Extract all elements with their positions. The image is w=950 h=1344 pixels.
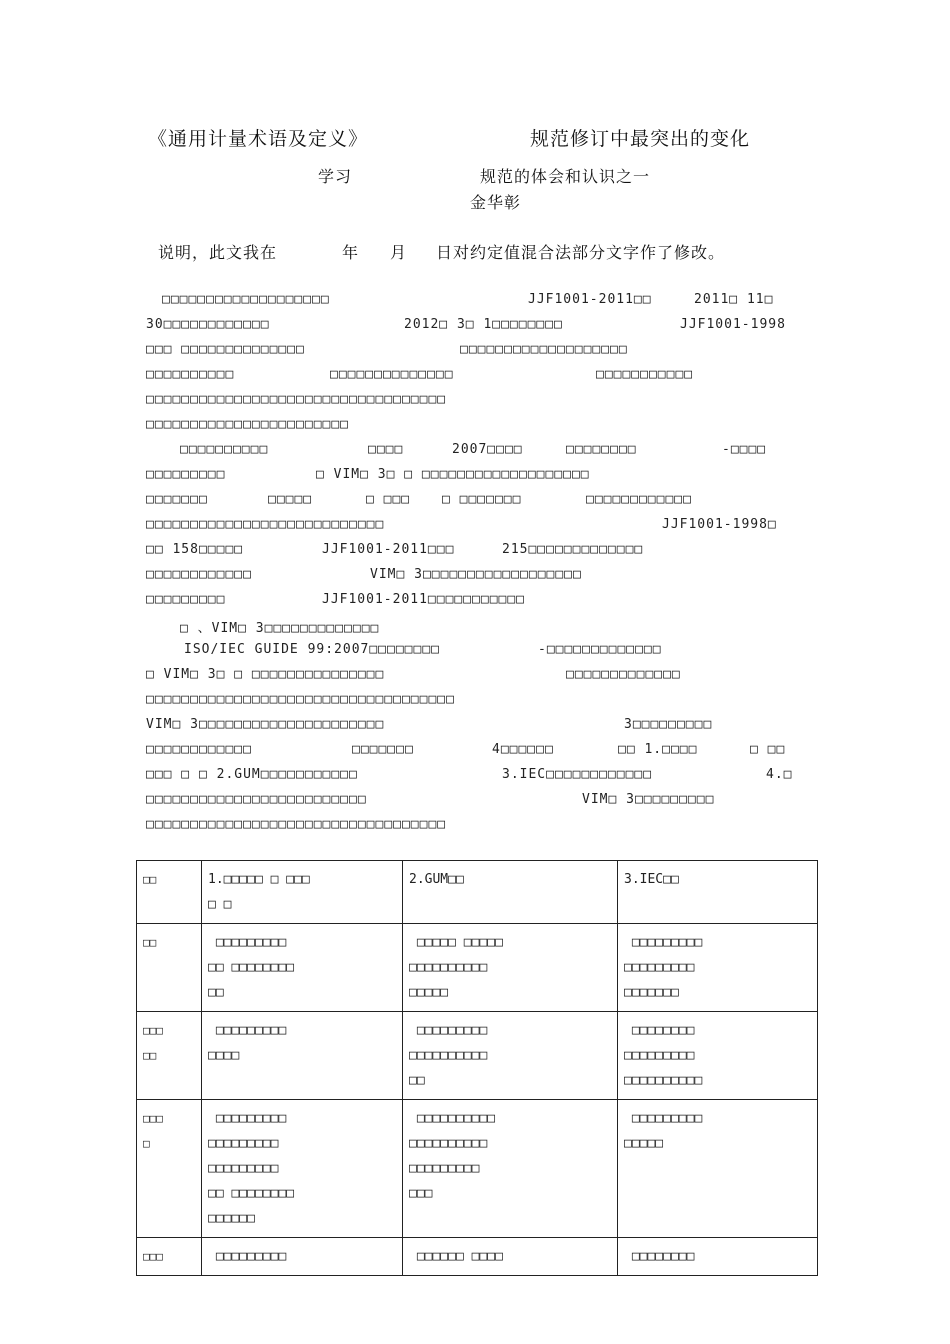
body-segment: 30□□□□□□□□□□□□ xyxy=(146,317,270,332)
cell-text: □□□□□□□□□ xyxy=(624,1111,703,1126)
cell-text: □□□□□□□□ xyxy=(624,1023,695,1038)
table-row xyxy=(137,1100,818,1238)
table-cell xyxy=(618,1012,818,1100)
cell-text: □□□□□□□□□ xyxy=(409,1161,480,1176)
body-segment: □□□□□□□□□□□□□□□□□□□□□□□□□□□□□□□□□□□ xyxy=(146,692,455,707)
cell-text: □□□□□□□□□□ xyxy=(409,1111,496,1126)
body-segment: □ □□□ xyxy=(366,492,411,507)
cell-text: □□□□□□□□□□ xyxy=(409,1136,488,1151)
cell-text: □□□□□□ xyxy=(208,1211,255,1226)
body-segment: -□□□□□□□□□□□□□ xyxy=(538,642,662,657)
table-cell xyxy=(202,924,403,1012)
cell-text: □□□ xyxy=(143,1024,163,1037)
cell-text: □□□□□□□□□□ xyxy=(409,1048,488,1063)
note-part1: 说明，此文我在 xyxy=(158,243,278,262)
cell-text: □□□□□□□□□ xyxy=(208,1111,287,1126)
body-segment: □□□□□□□□□□□□□□□□□□□□□□□□□□□□□□□□□□ xyxy=(146,392,447,407)
cell-text: □□□□□□□□□ xyxy=(208,1249,287,1264)
body-segment: □ □□ xyxy=(750,742,786,757)
body-segment: □□□□□□□□□ xyxy=(146,467,226,482)
cell-text: □□□□□□□□□ xyxy=(624,1048,695,1063)
table-cell xyxy=(618,1238,818,1276)
body-segment: □□□□□□□□□□ xyxy=(180,442,269,457)
table-row xyxy=(137,1012,818,1100)
body-segment: □□ 1.□□□□ xyxy=(618,742,698,757)
cell-text: 3.IEC□□ xyxy=(624,872,679,887)
cell-text: □□□□ xyxy=(208,1048,240,1063)
body-segment: □□□□□ xyxy=(268,492,313,507)
cell-text: □□□□□□□□□□ xyxy=(409,960,488,975)
body-segment: □□□□□□□□□□□□□□□□□□□□□□□ xyxy=(146,417,350,432)
body-segment: JJF1001-1998□ xyxy=(662,517,777,532)
note-part2: 日对约定值混合法部分文字作了修改。 xyxy=(436,243,726,262)
body-segment: 2012□ 3□ 1□□□□□□□□ xyxy=(404,317,563,332)
body-segment: -□□□□ xyxy=(722,442,767,457)
cell-text: □□□ xyxy=(143,1250,163,1263)
body-segment: JJF1001-2011□□□□□□□□□□□ xyxy=(322,592,526,607)
doc-title-right: 规范修订中最突出的变化 xyxy=(530,128,751,150)
body-segment: □□□□□□□□□□□□ xyxy=(146,742,252,757)
cell-text: □□□□□□□□□ xyxy=(208,1136,279,1151)
body-segment: VIM□ 3□□□□□□□□□□□□□□□□□□□□□ xyxy=(146,717,385,732)
cell-text: 1.□□□□□ □ □□□ xyxy=(208,872,310,887)
cell-text: □ xyxy=(143,1137,150,1150)
body-segment: VIM□ 3□□□□□□□□□ xyxy=(582,792,715,807)
body-segment: □ 、VIM□ 3□□□□□□□□□□□□□ xyxy=(180,621,380,636)
cell-text: 2.GUM□□ xyxy=(409,872,464,887)
body-segment: □□□□□□□□□□□□ xyxy=(586,492,692,507)
cell-text: □□ □□□□□□□□ xyxy=(208,960,295,975)
body-segment: 3□□□□□□□□□ xyxy=(624,717,713,732)
body-segment: □ VIM□ 3□ □ □□□□□□□□□□□□□□□ xyxy=(146,667,385,682)
subtitle-right: 规范的体会和认识之一 xyxy=(480,167,651,186)
body-segment: □□□□□□□ xyxy=(146,492,208,507)
table-cell xyxy=(403,861,618,924)
body-segment: ISO/IEC GUIDE 99:2007□□□□□□□□ xyxy=(184,642,440,657)
body-segment: JJF1001-2011□□□ xyxy=(322,542,455,557)
cell-text: □□□□□□□□□ xyxy=(208,1023,287,1038)
row-header-cell xyxy=(137,861,202,924)
body-segment: □□□□□□□□□□□□□□ xyxy=(330,367,454,382)
cell-text: □□□□□□ □□□□ xyxy=(409,1249,503,1264)
body-segment: □ □□□□□□□ xyxy=(442,492,522,507)
comparison-table xyxy=(136,860,818,1276)
table-cell xyxy=(403,924,618,1012)
table-cell xyxy=(403,1238,618,1276)
cell-text: □□ xyxy=(409,1073,425,1088)
cell-text: □□□□□ xyxy=(409,985,449,1000)
body-segment: □□□□□□□□□□□□ xyxy=(146,567,252,582)
body-segment: □□□ □□□□□□□□□□□□□□ xyxy=(146,342,305,357)
cell-text: □□□ xyxy=(143,1112,163,1125)
body-segment: □□□□□□□□□□ xyxy=(146,367,235,382)
table-cell xyxy=(202,861,403,924)
cell-text: □□□□□ □□□□□ xyxy=(409,935,503,950)
body-segment: □□□□□□□□□□□ xyxy=(596,367,694,382)
body-segment: □□□ □ □ 2.GUM□□□□□□□□□□□ xyxy=(146,767,358,782)
row-header-cell xyxy=(137,1012,202,1100)
doc-title-left: 《通用计量术语及定义》 xyxy=(148,128,369,150)
row-header-cell xyxy=(137,924,202,1012)
cell-text: □□□□□□□ xyxy=(624,985,679,1000)
body-segment: 4□□□□□□ xyxy=(492,742,554,757)
cell-text: □□□□□□□□□ xyxy=(208,935,287,950)
body-segment: □□□□□□□□ xyxy=(566,442,637,457)
table-cell xyxy=(618,924,818,1012)
cell-text: □□□□□□□□ xyxy=(624,1249,695,1264)
cell-text: □□□□□□□□□□ xyxy=(624,1073,703,1088)
body-segment: □□□□□□□□□ xyxy=(146,592,226,607)
cell-text: □□ xyxy=(143,1049,157,1062)
body-segment: 4.□ xyxy=(766,767,793,782)
body-segment: □□□□□□□□□□□□□□□□□□□□□□□□□□□ xyxy=(146,517,385,532)
table-cell xyxy=(403,1012,618,1100)
body-segment: □□□□□□□ xyxy=(352,742,414,757)
table-row xyxy=(137,861,818,924)
row-header-cell xyxy=(137,1100,202,1238)
cell-text: □□□□□□□□□ xyxy=(409,1023,488,1038)
subtitle-left: 学习 xyxy=(318,167,353,186)
row-header-cell xyxy=(137,1238,202,1276)
cell-text: □□ □□□□□□□□ xyxy=(208,1186,295,1201)
cell-text: □□□□□□□□□ xyxy=(624,935,703,950)
body-segment: 3.IEC□□□□□□□□□□□□ xyxy=(502,767,653,782)
table-row xyxy=(137,924,818,1012)
table-cell xyxy=(202,1012,403,1100)
body-segment: □□□□□□□□□□□□□□□□□□□ xyxy=(460,342,628,357)
body-segment: □□□□□□□□□□□□□ xyxy=(566,667,681,682)
author-name: 金华彰 xyxy=(470,193,522,212)
cell-text: □□□ xyxy=(409,1186,433,1201)
body-segment: □□□□□□□□□□□□□□□□□□□ xyxy=(162,292,330,307)
cell-text: □□ xyxy=(208,985,224,1000)
cell-text: □□ xyxy=(143,873,157,886)
body-segment: VIM□ 3□□□□□□□□□□□□□□□□□□ xyxy=(370,567,582,582)
body-segment: □ VIM□ 3□ □ □□□□□□□□□□□□□□□□□□□ xyxy=(316,467,590,482)
body-segment: 2011□ 11□ xyxy=(694,292,774,307)
cell-text: □ □ xyxy=(208,897,232,912)
cell-text: □□□□□□□□□ xyxy=(624,960,695,975)
note-year: 年 xyxy=(342,243,360,262)
body-segment: □□□□ xyxy=(368,442,404,457)
body-segment: 215□□□□□□□□□□□□□ xyxy=(502,542,644,557)
body-segment: □□□□□□□□□□□□□□□□□□□□□□□□□ xyxy=(146,792,367,807)
table-cell xyxy=(618,1100,818,1238)
table-cell xyxy=(618,861,818,924)
body-segment: □□ 158□□□□□ xyxy=(146,542,244,557)
body-segment: JJF1001-1998 xyxy=(680,317,786,332)
cell-text: □□□□□□□□□ xyxy=(208,1161,279,1176)
cell-text: □□□□□ xyxy=(624,1136,664,1151)
body-segment: 2007□□□□ xyxy=(452,442,523,457)
body-segment: □□□□□□□□□□□□□□□□□□□□□□□□□□□□□□□□□□ xyxy=(146,817,447,832)
table-row xyxy=(137,1238,818,1276)
note-month: 月 xyxy=(390,243,408,262)
body-segment: JJF1001-2011□□ xyxy=(528,292,652,307)
table-cell xyxy=(403,1100,618,1238)
table-cell xyxy=(202,1100,403,1238)
table-cell xyxy=(202,1238,403,1276)
cell-text: □□ xyxy=(143,936,157,949)
